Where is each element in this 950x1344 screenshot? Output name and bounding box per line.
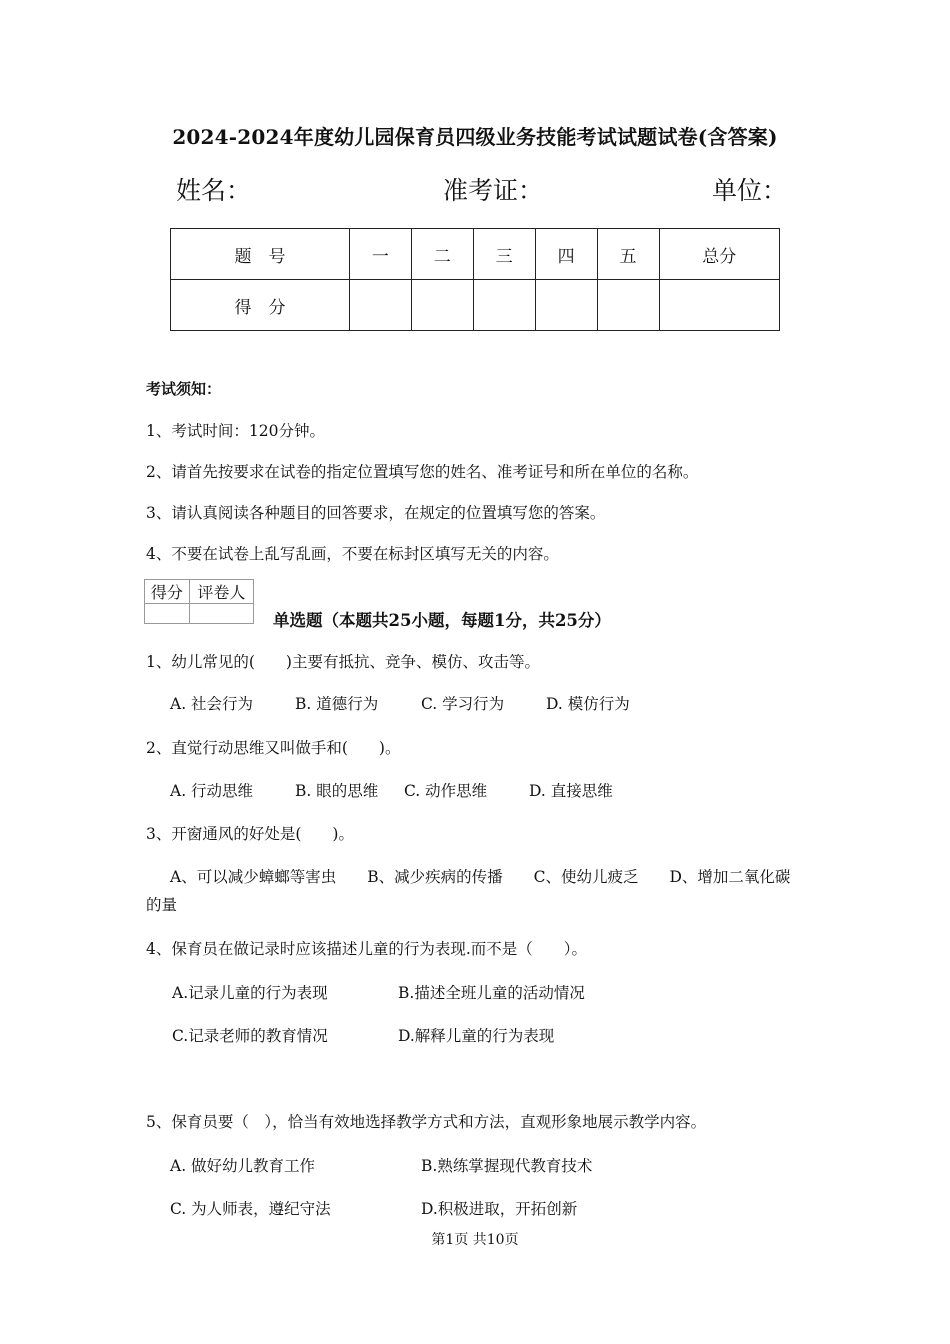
- grader-score-cell[interactable]: [145, 604, 190, 624]
- option-b: B. 道德行为: [295, 695, 379, 713]
- note-item: 3、请认真阅读各种题目的回答要求，在规定的位置填写您的答案。: [146, 504, 606, 522]
- section-title: 单选题（本题共25小题，每题1分，共25分）: [273, 611, 611, 630]
- grader-score-label: 得分: [145, 580, 190, 604]
- grader-name-cell[interactable]: [189, 604, 253, 624]
- question-options-line-continued: 的量: [146, 896, 178, 914]
- score-cell[interactable]: [535, 280, 597, 331]
- question-options-line: A、可以减少蟑螂等害虫 B、减少疾病的传播 C、使幼儿疲乏 D、增加二氧化碳: [170, 868, 791, 886]
- question-stem: 4、保育员在做记录时应该描述儿童的行为表现.而不是（ ）。: [146, 940, 588, 958]
- name-field-label: 姓名：: [176, 176, 252, 205]
- page-number: 第1页 共10页: [431, 1232, 519, 1248]
- option-d: D.积极进取，开拓创新: [421, 1200, 578, 1218]
- score-table-header-cell: 二: [411, 229, 473, 280]
- option-c: C.记录老师的教育情况: [172, 1027, 328, 1045]
- score-table-header-row: [171, 229, 780, 280]
- score-table-header-cell: 四: [535, 229, 597, 280]
- option-a: A.记录儿童的行为表现: [172, 984, 328, 1002]
- option-a: A. 社会行为: [170, 695, 254, 713]
- option-d: D.解释儿童的行为表现: [398, 1027, 555, 1045]
- option-d: D. 模仿行为: [546, 695, 630, 713]
- unit-field-label: 单位：: [712, 176, 788, 205]
- score-table-header-cell: 总分: [659, 229, 779, 280]
- score-cell[interactable]: [411, 280, 473, 331]
- question-stem: 5、保育员要（ ），恰当有效地选择教学方式和方法，直观形象地展示教学内容。: [146, 1113, 707, 1131]
- option-a: A. 行动思维: [170, 782, 254, 800]
- notes-heading: 考试须知：: [146, 380, 222, 398]
- option-b: B. 眼的思维: [295, 782, 379, 800]
- score-table: [170, 228, 780, 331]
- score-row-label: 得 分: [171, 280, 350, 331]
- option-b: B.熟练掌握现代教育技术: [421, 1157, 593, 1175]
- note-item: 4、不要在试卷上乱写乱画，不要在标封区填写无关的内容。: [146, 545, 559, 563]
- question-stem: 1、幼儿常见的( )主要有抵抗、竞争、模仿、攻击等。: [146, 653, 540, 671]
- note-item: 1、考试时间：120分钟。: [146, 422, 325, 440]
- option-b: B.描述全班儿童的活动情况: [398, 984, 585, 1002]
- option-d: D. 直接思维: [529, 782, 613, 800]
- option-c: C. 动作思维: [404, 782, 488, 800]
- option-c: C. 学习行为: [421, 695, 505, 713]
- score-table-header-cell: 题 号: [171, 229, 350, 280]
- note-item: 2、请首先按要求在试卷的指定位置填写您的姓名、准考证号和所在单位的名称。: [146, 463, 699, 481]
- score-cell[interactable]: [597, 280, 659, 331]
- score-table-header-cell: 一: [349, 229, 411, 280]
- document-title: 2024-2024年度幼儿园保育员四级业务技能考试试题试卷(含答案): [172, 125, 778, 149]
- option-c: C. 为人师表，遵纪守法: [170, 1200, 331, 1218]
- score-cell[interactable]: [473, 280, 535, 331]
- score-table-score-row: [171, 280, 780, 331]
- question-stem: 3、开窗通风的好处是( )。: [146, 825, 354, 843]
- question-stem: 2、直觉行动思维又叫做手和( )。: [146, 739, 401, 757]
- score-cell[interactable]: [659, 280, 779, 331]
- score-table-header-cell: 三: [473, 229, 535, 280]
- exam-id-field-label: 准考证：: [443, 176, 544, 205]
- grader-name-label: 评卷人: [189, 580, 253, 604]
- score-cell[interactable]: [349, 280, 411, 331]
- grader-box: [144, 579, 254, 624]
- option-a: A. 做好幼儿教育工作: [170, 1157, 316, 1175]
- score-table-header-cell: 五: [597, 229, 659, 280]
